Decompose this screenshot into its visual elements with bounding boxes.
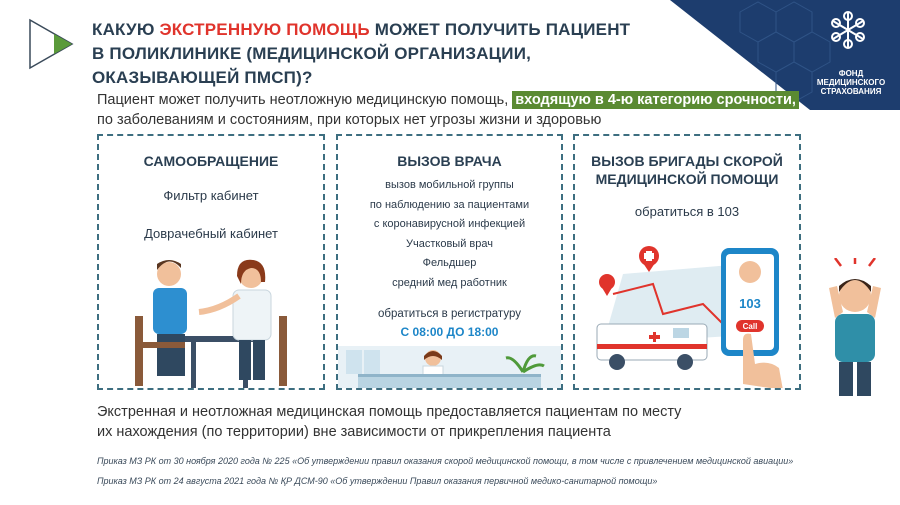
legal-note-2: Приказ МЗ РК от 24 августа 2021 года № ҚР ДСМ-90 «Об утверждении Правил оказания первичной медико-санитарной помощи» [97, 476, 658, 486]
map-pin-icon [599, 274, 615, 296]
card-doctor-call [336, 134, 563, 390]
fund-name-line: СТРАХОВАНИЯ [820, 87, 882, 96]
list-item: Фельдшер [422, 257, 477, 269]
card-self-referral [97, 134, 325, 390]
list-item: с коронавирусной инфекцией [373, 218, 526, 230]
card-title: САМООБРАЩЕНИЕ [143, 153, 279, 169]
list-item: по наблюдению за пациентами [369, 198, 530, 211]
fund-name-line: МЕДИЦИНСКОГО [816, 78, 886, 87]
pre-doctor-room-label: Доврачебный кабинет [144, 226, 278, 241]
doctor-patient-illustration [129, 256, 299, 390]
map-pin-icon [639, 246, 659, 272]
doctor-call-list [338, 176, 561, 293]
title-line-2: В ПОЛИКЛИНИКЕ (МЕДИЦИНСКОЙ ОРГАНИЗАЦИИ, ОКАЗЫВАЮЩЕЙ ПМСП)? [92, 44, 532, 87]
filter-room-label: Фильтр кабинет [163, 188, 259, 203]
ambulance-icon [597, 324, 707, 370]
fund-name-line: ФОНД [838, 69, 864, 78]
urgency-badge: входящую в 4-ю категорию срочности, [512, 91, 799, 109]
intro-text [97, 90, 817, 130]
card-title: ВЫЗОВ ВРАЧА [397, 153, 502, 169]
card-title [575, 152, 799, 188]
page-title [92, 18, 652, 90]
call-button-label: Call [742, 322, 758, 331]
footer-text [97, 402, 777, 442]
reception-desk-illustration [338, 346, 561, 390]
phone-icon [721, 248, 783, 390]
intro-part: Пациент может получить неотложную медицинскую помощь, [97, 92, 513, 108]
title-part: МОЖЕТ ПОЛУЧИТЬ ПАЦИЕНТ [369, 20, 631, 39]
card-ambulance-call [573, 134, 801, 390]
call-103-text: обратиться в 103 [634, 204, 740, 219]
stressed-patient-illustration [815, 258, 895, 398]
card-title-line: МЕДИЦИНСКОЙ ПОМОЩИ [595, 171, 779, 187]
phone-number: 103 [739, 296, 761, 311]
registration-text: обратиться в регистратуру [378, 308, 521, 320]
card-title-line: ВЫЗОВ БРИГАДЫ СКОРОЙ [591, 153, 783, 169]
list-item: вызов мобильной группы [385, 179, 514, 191]
intro-line-2: по заболеваниям и состояниям, при которых нет угрозы жизни и здоровью [97, 112, 602, 128]
title-highlight: ЭКСТРЕННУЮ ПОМОЩЬ [159, 20, 370, 39]
footer-line: Экстренная и неотложная медицинская помощь предоставляется пациентам по месту [97, 404, 682, 420]
fund-name [808, 69, 894, 96]
working-hours: С 08:00 ДО 18:00 [400, 325, 499, 339]
play-triangle-logo-icon [28, 18, 74, 70]
list-item: средний мед работник [392, 276, 507, 289]
list-item: Участковый врач [406, 237, 493, 250]
legal-note-1: Приказ МЗ РК от 30 ноября 2020 года № 225 «Об утверждении правил оказания скорой медицинской помощи, в том числе с привлечением медицинской авиации» [97, 456, 794, 466]
title-part: КАКУЮ [92, 20, 160, 39]
ambulance-phone-illustration [593, 244, 801, 390]
footer-line: их нахождения (по территории) вне зависимости от прикрепления пациента [97, 424, 611, 440]
